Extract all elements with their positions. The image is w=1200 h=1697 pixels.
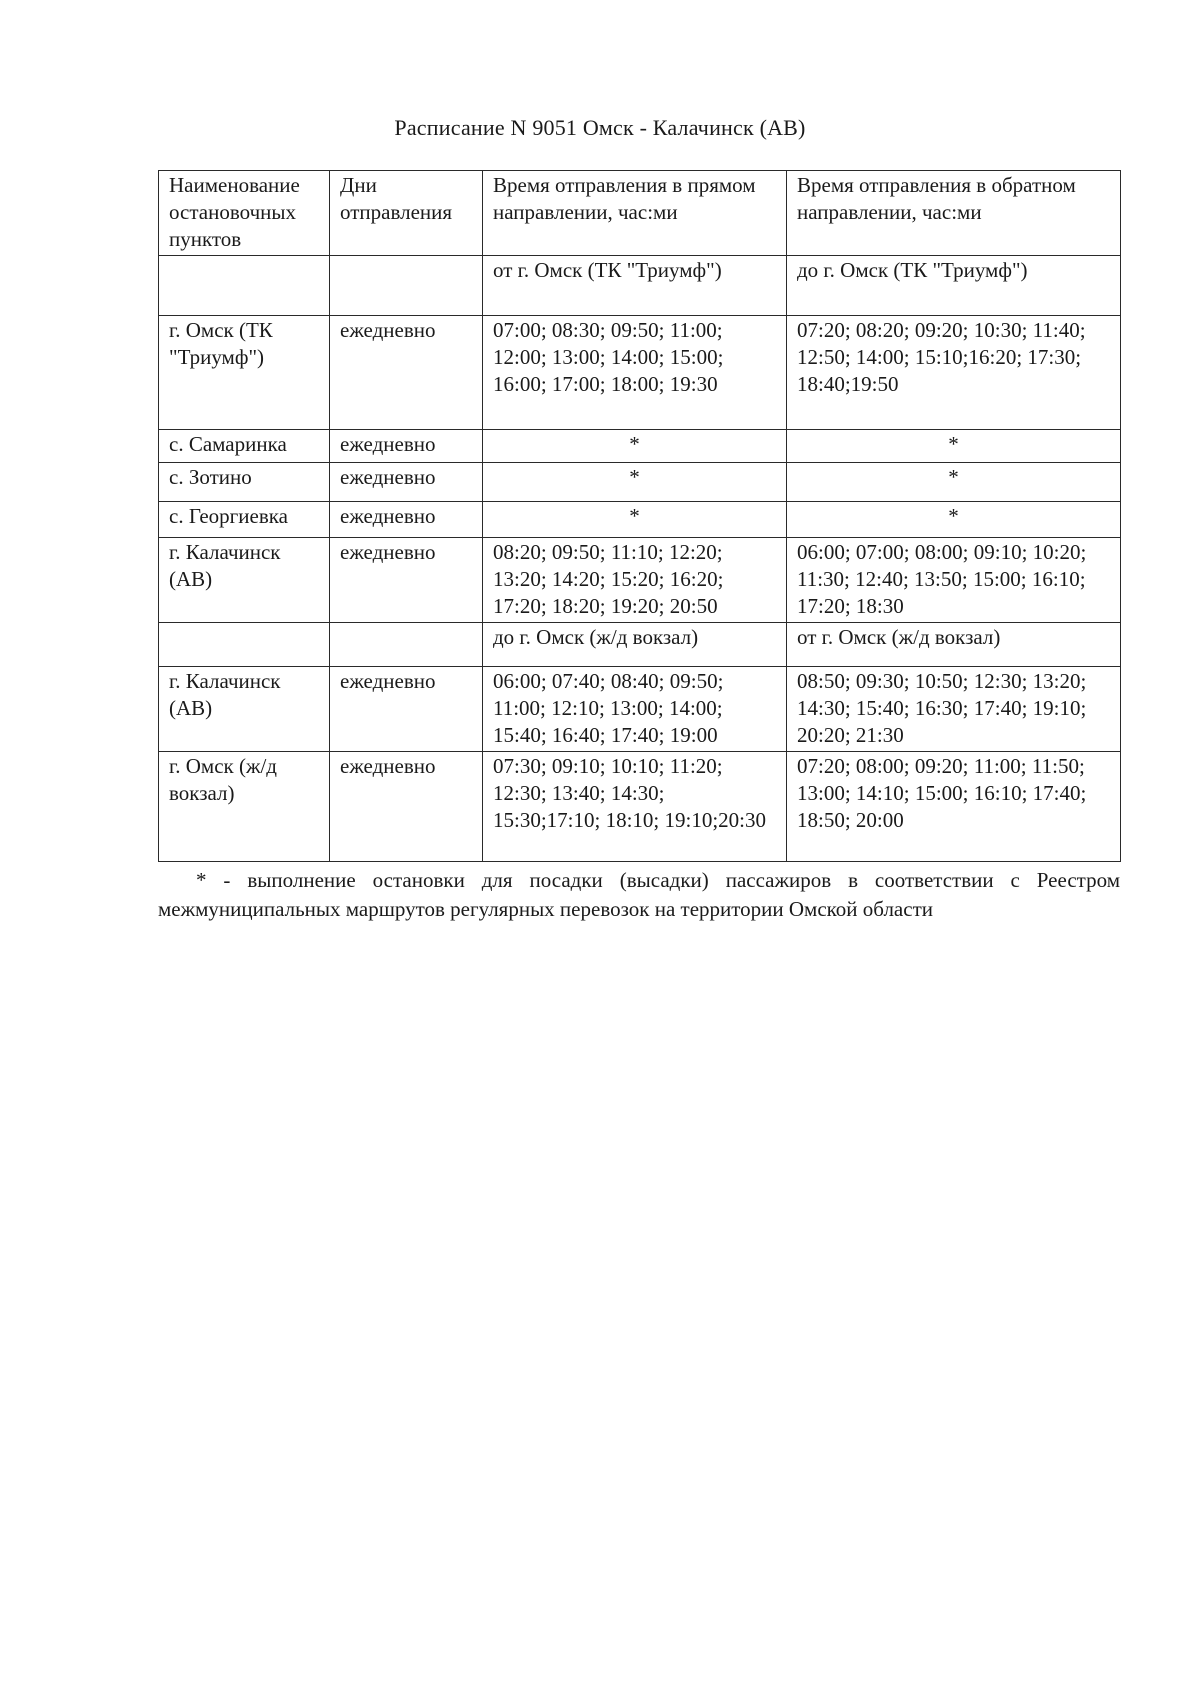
stop-name: с. Георгиевка	[159, 502, 330, 538]
reverse-times: 07:20; 08:00; 09:20; 11:00; 11:50; 13:00; 14:10; 15:00; 16:10; 17:40; 18:50; 20:00	[787, 752, 1121, 862]
table-header-row	[159, 171, 1121, 256]
stop-name: г. Калачинск (АВ)	[159, 667, 330, 752]
empty-cell	[159, 256, 330, 316]
empty-cell	[330, 623, 483, 667]
forward-times: *	[483, 463, 787, 502]
forward-times: 08:20; 09:50; 11:10; 12:20; 13:20; 14:20; 15:20; 16:20; 17:20; 18:20; 19:20; 20:50	[483, 538, 787, 623]
page-title: Расписание N 9051 Омск - Калачинск (АВ)	[394, 115, 806, 140]
table-row	[159, 667, 1121, 752]
footnote-block	[158, 866, 1120, 924]
forward-times: *	[483, 430, 787, 463]
reverse-times: 06:00; 07:00; 08:00; 09:10; 10:20; 11:30; 12:40; 13:50; 15:00; 16:10; 17:20; 18:30	[787, 538, 1121, 623]
table-row	[159, 538, 1121, 623]
direction-row	[159, 256, 1121, 316]
table-row	[159, 430, 1121, 463]
table-row	[159, 752, 1121, 862]
reverse-times: *	[787, 463, 1121, 502]
stop-name: г. Калачинск (АВ)	[159, 538, 330, 623]
schedule-table	[158, 170, 1121, 862]
direction-reverse: до г. Омск (ТК "Триумф")	[787, 256, 1121, 316]
days: ежедневно	[330, 463, 483, 502]
reverse-times: *	[787, 430, 1121, 463]
table-row	[159, 316, 1121, 430]
days: ежедневно	[330, 752, 483, 862]
stop-name: г. Омск (ТК "Триумф")	[159, 316, 330, 430]
direction-reverse: от г. Омск (ж/д вокзал)	[787, 623, 1121, 667]
table-row	[159, 502, 1121, 538]
header-stop-name: Наименование остановочных пунктов	[159, 171, 330, 256]
forward-times: 07:30; 09:10; 10:10; 11:20; 12:30; 13:40; 14:30; 15:30;17:10; 18:10; 19:10;20:30	[483, 752, 787, 862]
forward-times: 07:00; 08:30; 09:50; 11:00; 12:00; 13:00; 14:00; 15:00; 16:00; 17:00; 18:00; 19:30	[483, 316, 787, 430]
header-forward-time: Время отправления в прямом направлении, час:ми	[483, 171, 787, 256]
reverse-times: 08:50; 09:30; 10:50; 12:30; 13:20; 14:30; 15:40; 16:30; 17:40; 19:10; 20:20; 21:30	[787, 667, 1121, 752]
forward-times: 06:00; 07:40; 08:40; 09:50; 11:00; 12:10; 13:00; 14:00; 15:40; 16:40; 17:40; 19:00	[483, 667, 787, 752]
footnote-text: * - выполнение остановки для посадки (высадки) пассажиров в соответствии с Реестром межмуниципальных маршрутов регулярных перевозок на территории Омской области	[158, 868, 1120, 921]
header-reverse-time: Время отправления в обратном направлении, час:ми	[787, 171, 1121, 256]
table-row	[159, 463, 1121, 502]
days: ежедневно	[330, 502, 483, 538]
empty-cell	[159, 623, 330, 667]
direction-row	[159, 623, 1121, 667]
days: ежедневно	[330, 538, 483, 623]
stop-name: г. Омск (ж/д вокзал)	[159, 752, 330, 862]
header-days: Дни отправления	[330, 171, 483, 256]
stop-name: с. Зотино	[159, 463, 330, 502]
days: ежедневно	[330, 430, 483, 463]
direction-forward: до г. Омск (ж/д вокзал)	[483, 623, 787, 667]
empty-cell	[330, 256, 483, 316]
days: ежедневно	[330, 667, 483, 752]
days: ежедневно	[330, 316, 483, 430]
forward-times: *	[483, 502, 787, 538]
stop-name: с. Самаринка	[159, 430, 330, 463]
direction-forward: от г. Омск (ТК "Триумф")	[483, 256, 787, 316]
reverse-times: *	[787, 502, 1121, 538]
reverse-times: 07:20; 08:20; 09:20; 10:30; 11:40; 12:50; 14:00; 15:10;16:20; 17:30; 18:40;19:50	[787, 316, 1121, 430]
